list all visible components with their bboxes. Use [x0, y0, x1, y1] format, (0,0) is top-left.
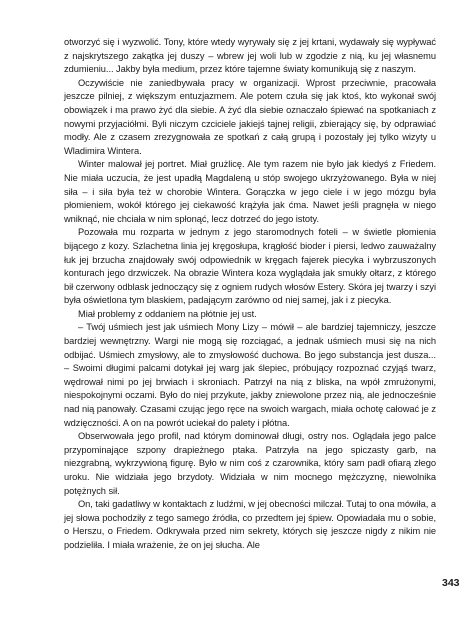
paragraph-1: otworzyć się i wyzwolić. Tony, które wtedy wyrywały się z jej krtani, wydawały się wypływać z najskrytszego zakątka jej duszy – wbrew jej woli lub w zgodzie z nią, ku jej własnemu zdumieniu... Jakby była medium, przez które tajemne światy komunikują się z naszym. [64, 37, 436, 75]
paragraph-8: On, taki gadatliwy w kontaktach z ludźmi, w jej obecności milczał. Tutaj to ona mówiła, a jej słowa pochodziły z tego samego źródła, co przedtem jej śpiew. Opowiadała mu o sobie, o Herszu, o Friedem. Odkrywała przed nim sekrety, których się jeszcze nigdy z nikim nie podzieliła. I miała wrażenie, że on jej słucha. Ale [64, 499, 436, 550]
paragraph-5: Miał problemy z oddaniem na płótnie jej ust. [78, 308, 257, 319]
page-number: 343 [442, 577, 460, 589]
book-page-body [64, 36, 436, 553]
paragraph-7: Obserwowała jego profil, nad którym dominował długi, ostry nos. Oglądała jego palce przypominające szpony drapieżnego ptaka. Patrzyła na jego spiczasty garb, na niezgrabną, wykrzywioną figurę. Było w nim coś z czarownika, który sam padł ofiarą złego uroku. Nie widziała jego brzydoty. Widziała w nim mocnego mężczyznę, niewolnika potężnych sił. [64, 431, 436, 496]
paragraph-2: Oczywiście nie zaniedbywała pracy w organizacji. Wprost przeciwnie, pracowała jeszcze pilniej, z większym entuzjazmem. Ale potem czuła się jak ktoś, kto wykonał swój obowiązek i ma prawo żyć dla siebie. A żyć dla siebie oznaczało śpiewać na spotkaniach z nowymi przyjaciółmi. Byli niczym czciciele jakiejś tajnej religii, zbierający się, by odprawiać modły. Ale z czasem zrezygnowała ze spotkań z całą grupą i pozostały jej tylko wizyty u Wladimira Wintera. [64, 77, 436, 156]
paragraph-3: Winter malował jej portret. Miał grużlicę. Ale tym razem nie było jak kiedyś z Friedem. Nie miała uczucia, że jest upadłą Magdaleną u stóp swojego ukrzyżowanego. Była w niej siła – i siła była też w chorobie Wintera. Gorączka w jego ciele i w jego mózgu była płomieniem, wokół którego jej ciekawość krążyła jak ćma. Nawet jeśli pragnęła w niego wniknąć, nie chciała w nim spłonąć, lecz dotrzeć do jego istoty. [64, 159, 436, 224]
paragraph-4: Pozowała mu rozparta w jednym z jego staromodnych foteli – w świetle płomienia bijącego z kozy. Szlachetna linia jej kręgosłupa, krągłość bioder i piersi, ledwo zauważalny łuk jej brzucha znajdowały swój odpowiednik w kręgach fajerek piecyka i wybrzuszonych konturach jego drzwiczek. Na obrazie Wintera koza wyglądała jak smukły ołtarz, z którego bił czerwony odblask jednoczący się z ogniem rudych włosów Estery. Skóra jej twarzy i szyi była oświetlona tym blaskiem, padającym zarówno od niej samej, jak i z piecyka. [64, 227, 436, 306]
paragraph-6: – Twój uśmiech jest jak uśmiech Mony Lizy – mówił – ale bardziej tajemniczy, jeszcze bardziej wewnętrzny. Wargi nie mogą się rozciągać, a jednak uśmiech musi się na nich odbijać. Uśmiech zmysłowy, ale to zmysłowość duchowa. Bo jego substancja jest dusza... – Swoimi długimi palcami dotykał jej warg jak ślepiec, próbujący rozpoznać czyjąś twarz, wędrował nimi po jej brwiach i skroniach. Patrzył na nią z bliska, na wpół zmrużonymi, niespokojnymi oczami. Było do niej przykute, jakby zniewolone przez nią, ale jednocześnie nad nią panowały. Czasami czując jego ręce na swoich wargach, miała ochotę całować je z wdzięczności. A on na powrót uciekał do palety i płótna. [64, 322, 436, 428]
